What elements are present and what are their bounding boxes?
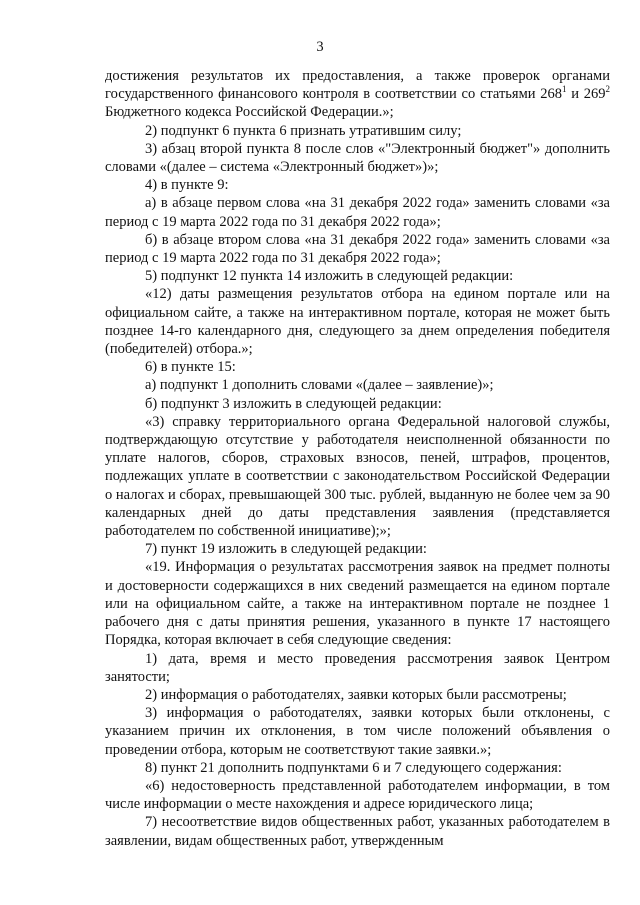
paragraph: б) подпункт 3 изложить в следующей редакции:: [145, 395, 442, 412]
superscript: 2: [605, 84, 610, 95]
paragraph: 3) информация о работодателях, заявки которых были отклонены, с указанием причин их отклонения, в том числе положений объявления о проведении отбора, которым не соответствуют такие заявки.»;: [105, 705, 610, 758]
paragraph: а) в абзаце первом слова «на 31 декабря 2022 года» заменить словами «за период с 19 марта 2022 года по 31 декабря 2022 года»;: [105, 195, 610, 230]
paragraph: 7) несоответствие видов общественных работ, указанных работодателем в заявлении, видам общественных работ, утвержденным: [105, 814, 610, 849]
paragraph: «19. Информация о результатах рассмотрения заявок на предмет полноты и достоверности содержащихся в них сведений размещается на едином портале или на официальном сайте, а также на интерактивном портале не позднее 1 рабочего дня с даты принятия решения, указанного в пункте 17 настоящего Порядка, которая включает в себя следующие сведения:: [105, 559, 610, 649]
paragraph: «12) даты размещения результатов отбора на едином портале или на официальном сайте, а также на интерактивном портале, которая не может быть позднее 14-го календарного дня, следующего за днем определения победителя (победителей) отбора.»;: [105, 286, 610, 358]
paragraph: 3) абзац второй пункта 8 после слов «"Электронный бюджет"» дополнить словами «(далее – система «Электронный бюджет»)»;: [105, 140, 610, 176]
paragraph: [105, 67, 610, 122]
paragraph: 2) информация о работодателях, заявки которых были рассмотрены;: [145, 686, 567, 703]
paragraph: «6) недостоверность представленной работодателем информации, в том числе информации о месте нахождения и адресе юридического лица;: [105, 777, 610, 813]
paragraph: а) подпункт 1 дополнить словами «(далее – заявление)»;: [145, 377, 494, 394]
superscript: 1: [562, 84, 567, 95]
paragraph: б) в абзаце втором слова «на 31 декабря 2022 года» заменить словами «за период с 19 марта 2022 года по 31 декабря 2022 года»;: [105, 231, 610, 267]
document-body: [105, 67, 610, 850]
paragraph: 2) подпункт 6 пункта 6 признать утратившим силу;: [145, 122, 462, 139]
paragraph: «3) справку территориального органа Федеральной налоговой службы, подтверждающую отсутствие у работодателя неисполненной обязанности по уплате налогов, сборов, страховых взносов, пеней, штрафов, процентов, подлежащих уплате в соответствии с законодательством Российской Федерации о налогах и сборах, превышающей 300 тыс. рублей, выданную не более чем за 90 календарных дней до даты представления заявления (представляется работодателем по собственной инициативе);»;: [105, 413, 610, 540]
paragraph: 8) пункт 21 дополнить подпунктами 6 и 7 следующего содержания:: [145, 759, 562, 776]
paragraph-text: и 269: [566, 86, 606, 103]
paragraph: 5) подпункт 12 пункта 14 изложить в следующей редакции:: [145, 268, 514, 285]
page-number: 3: [316, 39, 324, 55]
paragraph: 7) пункт 19 изложить в следующей редакции:: [145, 541, 427, 558]
paragraph: 6) в пункте 15:: [145, 359, 236, 376]
paragraph: 4) в пункте 9:: [145, 177, 229, 194]
paragraph: 1) дата, время и место проведения рассмотрения заявок Центром занятости;: [105, 650, 610, 685]
paragraph-text: Бюджетного кодекса Российской Федерации.»;: [105, 104, 394, 121]
paragraph-text: достижения результатов их предоставления, а также проверок органами государственного финансового контроля в соответствии со статьями 268: [105, 68, 610, 103]
